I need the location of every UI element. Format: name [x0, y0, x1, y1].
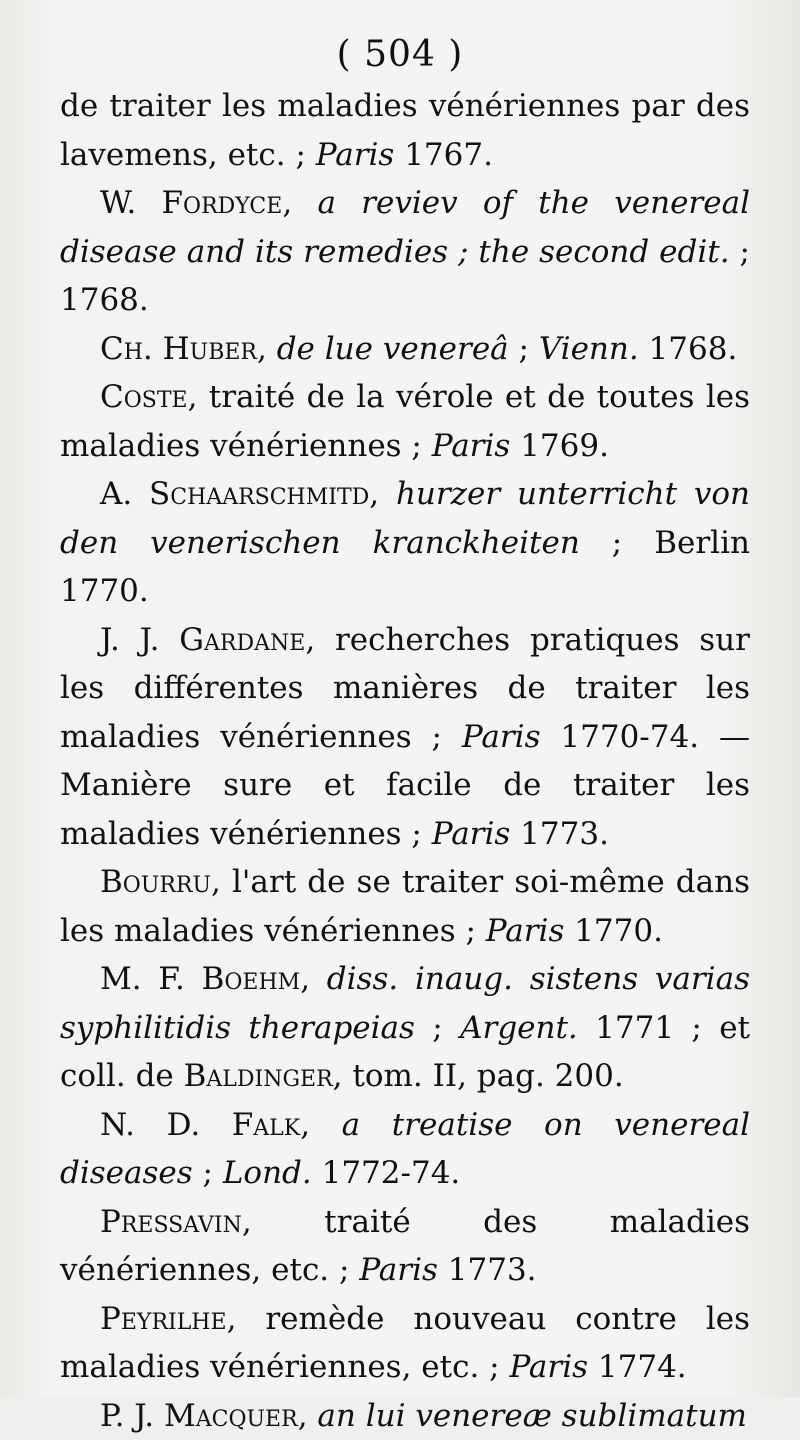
italic-text: Paris — [432, 428, 511, 464]
bibliography-entry — [60, 1392, 750, 1440]
italic-text: hurzer unterricht von den venerischen kranckheiten — [60, 476, 750, 561]
entry-text: , — [282, 185, 317, 221]
entry-text: ; — [415, 1010, 460, 1046]
italic-text: diss. inaug. sistens varias syphilitidis therapeias — [60, 961, 750, 1046]
author-name: Baldinger — [184, 1058, 333, 1094]
entry-text: , — [300, 961, 327, 997]
bibliography-entry — [60, 179, 750, 325]
author-name: N. D. Falk — [100, 1107, 300, 1143]
italic-text: Paris — [359, 1252, 438, 1288]
author-name: Coste — [100, 379, 188, 415]
italic-text: Paris — [432, 816, 511, 852]
bibliography-entry — [60, 616, 750, 859]
author-name: P. J. Macquer — [100, 1398, 298, 1434]
italic-text: a treatise on venereal diseases — [60, 1107, 750, 1192]
author-name: W. Fordyce — [100, 185, 282, 221]
bibliography-entry — [60, 82, 750, 179]
author-name: Pressavin — [100, 1204, 242, 1240]
entry-text: 1773. — [510, 816, 609, 852]
bibliography-entry — [60, 1101, 750, 1198]
entry-text: 1770. — [564, 913, 663, 949]
author-name: Bourru — [100, 864, 211, 900]
entry-text: , — [369, 476, 396, 512]
italic-text: Paris — [462, 719, 541, 755]
entry-text: 1772-74. — [312, 1155, 461, 1191]
entry-text: 1771 ; et coll. de — [60, 1010, 750, 1095]
author-name: M. F. Boehm — [100, 961, 300, 997]
entry-text: , — [298, 1398, 318, 1434]
entry-text: , — [300, 1107, 341, 1143]
italic-text: Vienn. — [539, 331, 639, 367]
entry-text: , traité des maladies vénériennes, etc. ; — [60, 1204, 750, 1289]
bibliography-entry — [60, 373, 750, 470]
italic-text: Argent. — [460, 1010, 578, 1046]
entry-text: , recherches pratiques sur les différentes manières de traiter les maladies vénériennes ; — [60, 622, 750, 755]
entry-text: , remède nouveau contre les maladies vénériennes, etc. ; — [60, 1301, 750, 1386]
entry-text: 1768. — [639, 331, 738, 367]
italic-text: Paris — [316, 137, 395, 173]
entry-text: ; — [509, 331, 539, 367]
author-name: J. J. Gardane — [100, 622, 305, 658]
entry-text: 1770-74. — Manière sure et facile de traiter les maladies vénériennes ; — [60, 719, 750, 852]
italic-text: a reviev of the venereal disease and its remedies ; the second edit. — [60, 185, 750, 270]
entry-text: , traité de la vérole et de toutes les maladies vénériennes ; — [60, 379, 750, 464]
author-name: Peyrilhe — [100, 1301, 227, 1337]
italic-text: Lond. — [223, 1155, 312, 1191]
bibliography-entry — [60, 1198, 750, 1295]
bibliography-entry — [60, 470, 750, 616]
entry-text: , tom. II, pag. 200. — [333, 1058, 624, 1094]
bibliography-entry — [60, 955, 750, 1101]
entry-text: de traiter les maladies vénériennes par des lavemens, etc. ; — [60, 88, 750, 173]
entry-text: , l'art de se traiter soi-même dans les maladies vénériennes ; — [60, 864, 750, 949]
author-name: A. Schaarschmitd — [100, 476, 369, 512]
italic-text: Paris — [486, 913, 565, 949]
bibliography-entry — [60, 325, 750, 374]
entry-text: , — [257, 331, 277, 367]
bibliography-list — [60, 82, 750, 1440]
italic-text: an lui venereæ sublimatum — [317, 1398, 747, 1434]
italic-text: Paris — [509, 1349, 588, 1385]
bibliography-entry — [60, 858, 750, 955]
author-name: Ch. Huber — [100, 331, 257, 367]
italic-text: de lue venereâ — [277, 331, 509, 367]
page-number: ( 504 ) — [0, 30, 800, 80]
entry-text: 1774. — [588, 1349, 687, 1385]
entry-text: 1773. — [438, 1252, 537, 1288]
entry-text: ; 1768. — [60, 234, 750, 319]
entry-text: 1769. — [510, 428, 609, 464]
bibliography-entry — [60, 1295, 750, 1392]
entry-text: ; Berlin 1770. — [60, 525, 750, 610]
entry-text: 1767. — [394, 137, 493, 173]
entry-text: ; — [193, 1155, 223, 1191]
